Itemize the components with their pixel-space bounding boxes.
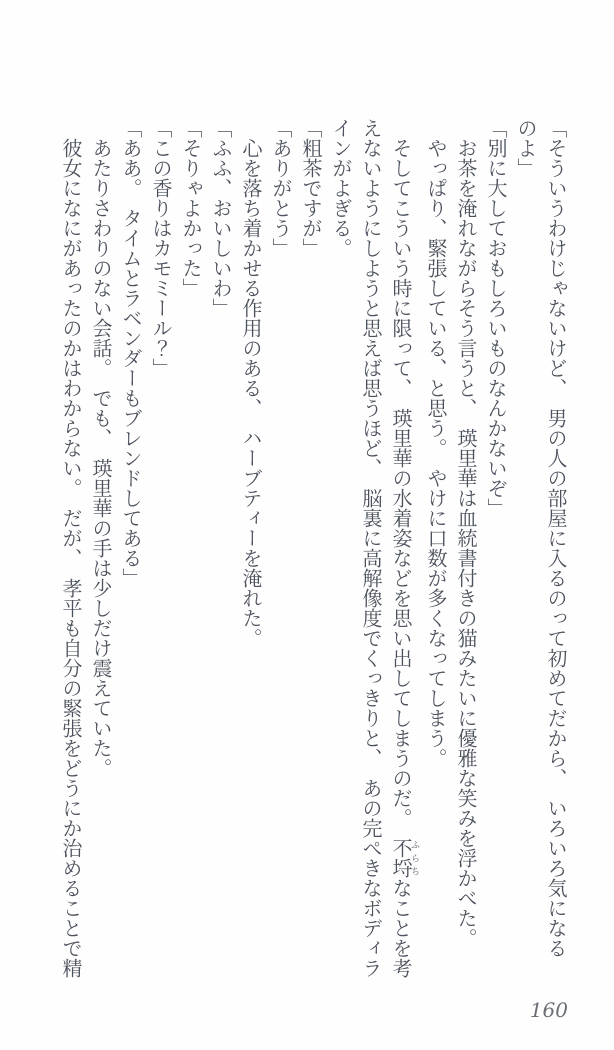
text-column: 「ああ。 タイムとラベンダーもブレンドしてある」 [119,118,141,588]
text-column: のよ」 [514,118,536,178]
text-column: 「別に大しておもしろいものなんかないぞ」 [484,118,506,518]
text-column: 「この香りはカモミール？」 [149,118,171,378]
text-column: 「そういうわけじゃないけど、 男の人の部屋に入るのって初めてだから、 いろいろ気になる [544,118,566,958]
furigana-ruby: 不埒 ふらち [389,838,420,878]
text-column: やっぱり、緊張している、と思う。 やけに口数が多くなってしまう。 [424,118,446,768]
text-column: 「粗茶ですが」 [299,118,321,258]
text-column: 「そりゃよかった」 [179,118,201,298]
text-column: 心を落ち着かせる作用のある、 ハーブティーを淹れた。 [239,118,261,648]
text-column: 「ふふ、おいしいわ」 [209,118,231,318]
text-column: あたりさわりのない会話。 でも、 瑛里華の手は少しだけ震えていた。 [89,118,111,778]
text-column: お茶を淹れながらそう言うと、 瑛里華は血統書付きの猫みたいに優雅な笑みを浮かべた。 [454,118,476,948]
page-number: 160 [529,998,568,1022]
text-column: えないようにしようと思えば思うほど、 脳裏に高解像度でくっきりと、 あの完ぺきなボディラ [359,118,381,978]
text-column: 彼女になにがあったのかはわからない。 だが、 孝平も自分の緊張をどうにか治めることで精 [59,118,81,978]
text-column: そしてこういう時に限って、 瑛里華の水着姿などを思い出してしまうのだ。 不埒 ふらちなことを考 [389,118,420,978]
text-column: インがよぎる。 [329,118,351,258]
text-column: 「ありがとう」 [269,118,291,258]
text-block [55,118,570,1018]
